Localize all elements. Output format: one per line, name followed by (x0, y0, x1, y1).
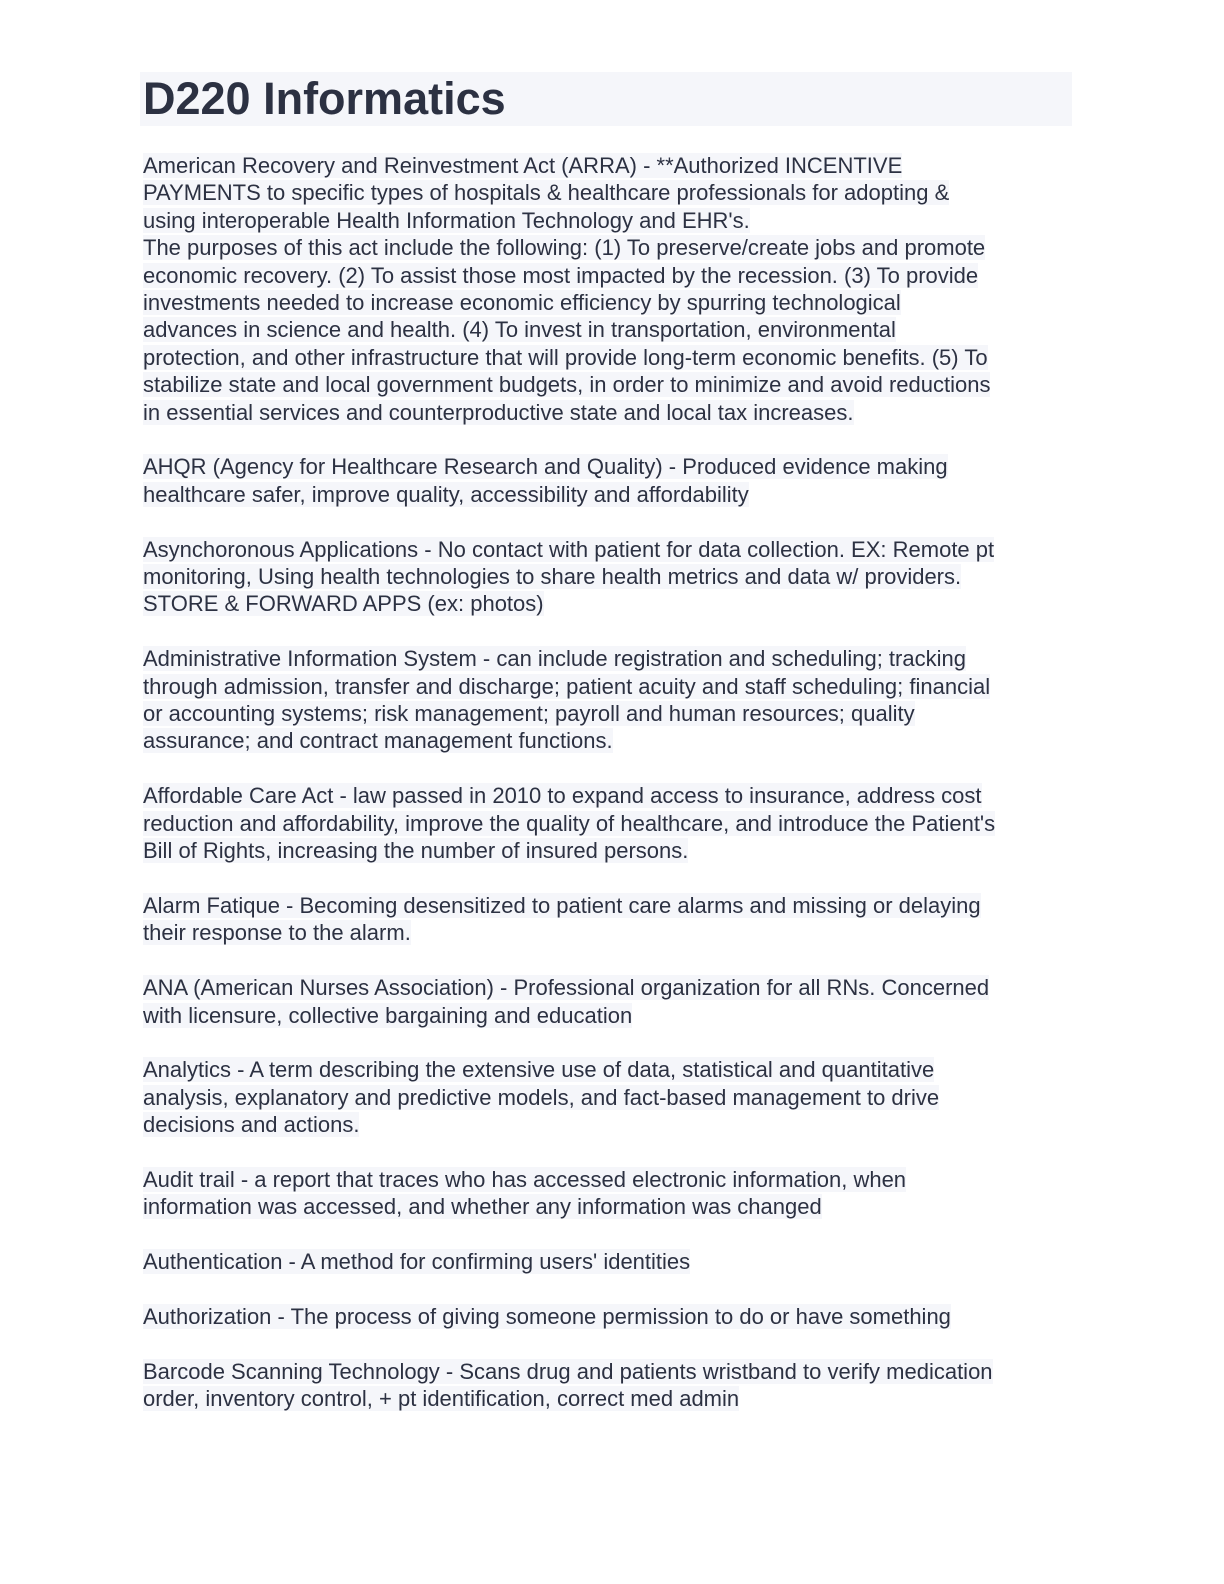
entry-line-text: investments needed to increase economic efficiency by spurring technological (143, 290, 901, 316)
entry-line (143, 289, 1083, 316)
entry-line-text: with licensure, collective bargaining and education (143, 1002, 633, 1028)
entry-line (143, 371, 1083, 398)
entry-line (143, 727, 1083, 754)
entry-line (143, 974, 1083, 1001)
entry-line-text: using interoperable Health Information Technology and EHR's. (143, 207, 750, 233)
entry-line-text: American Recovery and Reinvestment Act (ARRA) - **Authorized INCENTIVE (143, 153, 903, 178)
entry-line-text: or accounting systems; risk management; payroll and human resources; quality (143, 701, 915, 727)
entry-line (143, 1385, 1083, 1412)
entry-line (143, 481, 1083, 508)
entry-line (143, 892, 1083, 919)
entry-line (143, 1084, 1083, 1111)
entry-line (143, 1303, 1083, 1330)
entry-line-text: AHQR (Agency for Healthcare Research and Quality) - Produced evidence making (143, 454, 948, 480)
entry-line (143, 1056, 1083, 1083)
entry-line (143, 1358, 1083, 1385)
entry-line (143, 262, 1083, 289)
entry-line-text: order, inventory control, + pt identification, correct med admin (143, 1386, 740, 1412)
entry-line-text: Asynchoronous Applications - No contact with patient for data collection. EX: Remote pt (143, 536, 995, 562)
entry-line-text: through admission, transfer and discharge; patient acuity and staff scheduling; financial (143, 673, 991, 699)
entry-line-text: PAYMENTS to specific types of hospitals & healthcare professionals for adopting & (143, 180, 950, 206)
entry-line (143, 782, 1083, 809)
entry-line-text: Audit trail - a report that traces who has accessed electronic information, when (143, 1166, 907, 1192)
entry-line-text: decisions and actions. (143, 1112, 360, 1138)
entry-line-text: in essential services and counterproductive state and local tax increases. (143, 399, 854, 425)
entry-line (143, 207, 1083, 234)
entry-line (143, 810, 1083, 837)
entry-line (143, 179, 1083, 206)
entry-line (143, 399, 1083, 426)
entry-line-text: Affordable Care Act - law passed in 2010 to expand access to insurance, address cost (143, 783, 982, 809)
entry-line-text: Bill of Rights, increasing the number of insured persons. (143, 838, 689, 864)
entry-asynchronous-applications (143, 536, 1083, 618)
entry-line (143, 1193, 1083, 1220)
entry-line-text: analysis, explanatory and predictive models, and fact-based management to drive (143, 1084, 940, 1110)
entry-line-text: ANA (American Nurses Association) - Professional organization for all RNs. Concerned (143, 975, 990, 1001)
entry-ana (143, 974, 1083, 1029)
entry-line (143, 536, 1083, 563)
entry-ahqr (143, 453, 1083, 508)
flashcard-list (143, 152, 1083, 1440)
entry-line (143, 919, 1083, 946)
entry-line (143, 673, 1083, 700)
entry-line (143, 1111, 1083, 1138)
entry-authentication (143, 1248, 1083, 1275)
entry-line-text: The purposes of this act include the following: (1) To preserve/create jobs and promote (143, 235, 986, 261)
entry-line (143, 590, 1083, 617)
entry-line (143, 1002, 1083, 1029)
entry-line-text: reduction and affordability, improve the quality of healthcare, and introduce the Patient's (143, 810, 996, 836)
entry-line (143, 1248, 1083, 1275)
entry-analytics (143, 1056, 1083, 1138)
entry-line-text: Barcode Scanning Technology - Scans drug and patients wristband to verify medication (143, 1358, 993, 1384)
entry-authorization (143, 1303, 1083, 1330)
entry-line (143, 837, 1083, 864)
entry-alarm-fatigue (143, 892, 1083, 947)
entry-line-text: information was accessed, and whether any information was changed (143, 1194, 822, 1220)
entry-line (143, 563, 1083, 590)
entry-line (143, 700, 1083, 727)
entry-arra (143, 152, 1083, 426)
entry-line-text: Administrative Information System - can include registration and scheduling; tracking (143, 646, 966, 672)
entry-line-text: healthcare safer, improve quality, accessibility and affordability (143, 481, 749, 507)
entry-line (143, 645, 1083, 672)
entry-line (143, 1166, 1083, 1193)
entry-line-text: advances in science and health. (4) To invest in transportation, environmental (143, 317, 896, 343)
entry-line-text: protection, and other infrastructure that will provide long-term economic benefits. (5) To (143, 344, 988, 370)
page-title: D220 Informatics (143, 73, 506, 124)
entry-affordable-care-act (143, 782, 1083, 864)
entry-barcode-scanning (143, 1358, 1083, 1413)
entry-line-text: assurance; and contract management functions. (143, 728, 613, 754)
entry-line (143, 344, 1083, 371)
entry-line (143, 152, 1083, 179)
entry-line-text: stabilize state and local government budgets, in order to minimize and avoid reductions (143, 372, 991, 398)
title-block (140, 72, 1072, 126)
entry-line-text: Alarm Fatique - Becoming desensitized to patient care alarms and missing or delaying (143, 892, 981, 918)
entry-line (143, 316, 1083, 343)
entry-line-text: their response to the alarm. (143, 920, 411, 946)
entry-line (143, 234, 1083, 261)
entry-line-text: Authentication - A method for confirming users' identities (143, 1249, 691, 1275)
entry-audit-trail (143, 1166, 1083, 1221)
entry-line-text: Authorization - The process of giving someone permission to do or have something (143, 1303, 951, 1329)
entry-line (143, 453, 1083, 480)
entry-line-text: monitoring, Using health technologies to share health metrics and data w/ providers. (143, 564, 962, 590)
entry-administrative-information-system (143, 645, 1083, 755)
entry-line-text: Analytics - A term describing the extensive use of data, statistical and quantitative (143, 1057, 935, 1083)
entry-line-text: STORE & FORWARD APPS (ex: photos) (143, 591, 544, 617)
entry-line-text: economic recovery. (2) To assist those most impacted by the recession. (3) To provide (143, 262, 979, 288)
